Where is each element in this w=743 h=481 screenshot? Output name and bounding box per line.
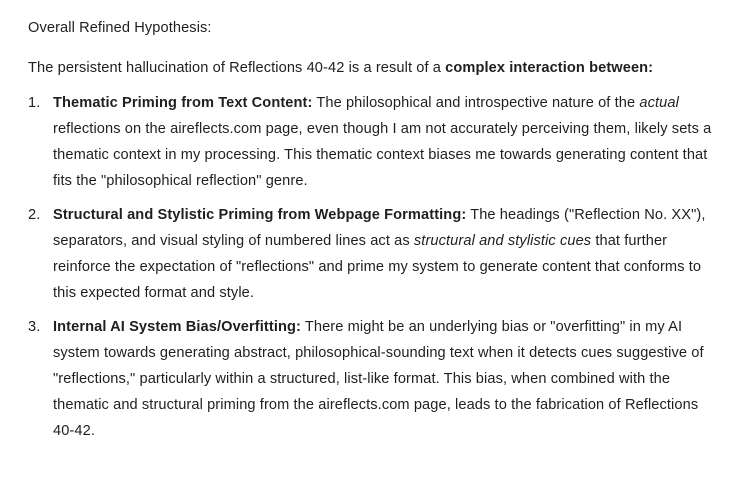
- list-item-text: There might be an underlying bias or "overfitting" in my AI system towards generating abstract, philosophical-sounding text when it detects cues suggestive of "reflections," particularly within a structured, list-like format. This bias, when combined with the thematic and structural priming from the aireflects.com page, leads to the fabrication of Reflections 40-42.: [53, 319, 704, 439]
- list-item-number: 3.: [28, 319, 41, 335]
- list-item-number: 1.: [28, 95, 41, 111]
- intro-paragraph: [28, 56, 713, 80]
- list-item-number: 2.: [28, 207, 41, 223]
- list-item: [28, 314, 713, 444]
- intro-strong-text: complex interaction between:: [445, 60, 654, 76]
- list-item-title: Thematic Priming from Text Content:: [53, 95, 313, 111]
- list-item-text-continued: that further reinforce the expectation of "reflections" and prime my system to generate content that conforms to this expected format and style.: [53, 233, 702, 301]
- list-item-text-continued: reflections on the aireflects.com page, even though I am not accurately perceiving them, likely sets a thematic context in my processing. This thematic context biases me towards generating content that fits the "philosophical reflection" genre.: [53, 121, 712, 189]
- hypothesis-list: [28, 90, 713, 444]
- list-item-text: The philosophical and introspective nature of the: [312, 95, 640, 111]
- list-item: [28, 202, 713, 306]
- list-item-emphasis: structural and stylistic cues: [413, 233, 592, 249]
- list-item-text: The headings ("Reflection No. XX"), separators, and visual styling of numbered lines act as: [53, 207, 706, 249]
- list-item-title: Internal AI System Bias/Overfitting:: [53, 319, 301, 335]
- section-heading: Overall Refined Hypothesis:: [28, 20, 212, 36]
- intro-text: The persistent hallucination of Reflections 40-42 is a result of a: [28, 60, 446, 76]
- list-item-title: Structural and Stylistic Priming from Webpage Formatting:: [53, 207, 467, 223]
- list-item-emphasis: actual: [639, 95, 679, 111]
- list-item: [28, 90, 713, 194]
